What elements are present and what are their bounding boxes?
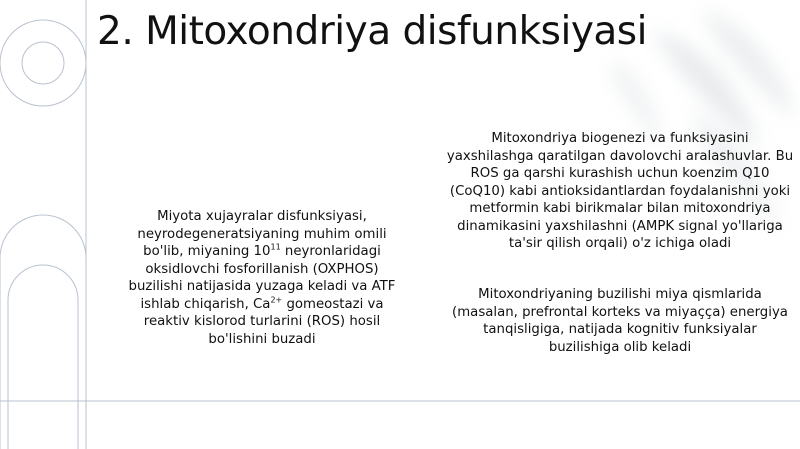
slide-title: 2. Mitoxondriya disfunksiyasi (97, 9, 647, 54)
inner-circle (22, 42, 64, 84)
left-paragraph (122, 208, 402, 348)
right-paragraph-therapy: Mitoxondriya biogenezi va funksiyasini yaxshilashga qaratilgan davolovchi aralashuvlar. Bu ROS ga qarshi kurashish uchun koenzim Q10 (CoQ10) kabi antioksidantlardan foydalanishni yoki metformin kabi birikmalar bilan mitoxondriya dinamikasini yaxshilashni (AMPK signal yo'llariga ta'sir qilish orqali) o'z ichiga oladi (446, 131, 794, 251)
arch-outer (0, 215, 86, 449)
right-paragraph-energy: Mitoxondriyaning buzilishi miya qismlarida (masalan, prefrontal korteks va miyaçça) energiya tanqisligiga, natijada kognitiv funksiyalar buzilishiga olib keladi (452, 287, 788, 355)
left-paragraph-text-2: neyronlaridagi oksidlovchi fosforillanish (OXPHOS) buzilishi natijasida yuzaga keladi va ATF ishlab chiqarish, Ca (128, 244, 396, 312)
calcium-charge: 2+ (270, 295, 283, 305)
outer-circle (0, 20, 86, 106)
left-paragraph-text-1: Miyota xujayralar disfunksiyasi, neyrodegeneratsiyaning muhim omili bo'lib, miyaning 10 (137, 209, 387, 259)
left-paragraph-text-3: gomeostazi va reaktiv kislorod turlarini (ROS) hosil bo'lishini buzadi (143, 296, 384, 347)
exponent-11: 11 (270, 242, 281, 252)
arch-inner (8, 265, 78, 449)
